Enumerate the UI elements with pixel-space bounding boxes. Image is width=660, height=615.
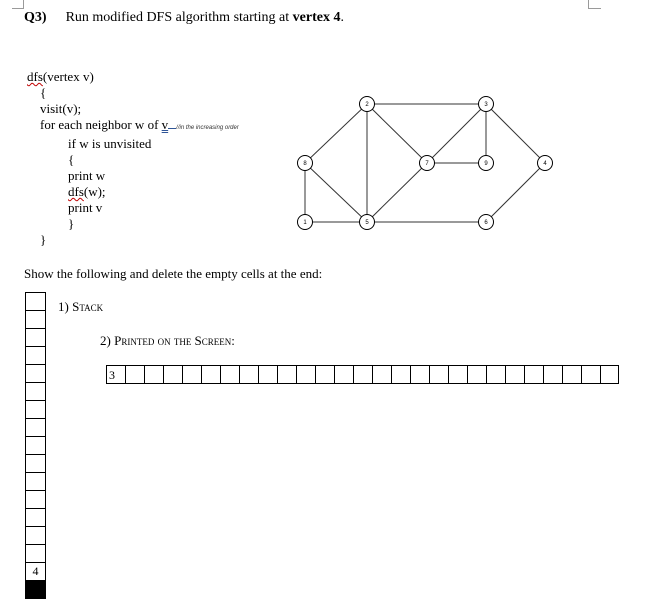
graph-edge-2-7 (367, 104, 427, 163)
stack-label-text: Stack (72, 299, 104, 314)
code-line-inner-close-brace: } (68, 216, 75, 231)
graph-edge-3-4 (486, 104, 545, 163)
question-number: Q3) (24, 10, 47, 25)
stack-cell[interactable] (25, 490, 46, 508)
printed-cell[interactable] (201, 365, 220, 384)
printed-cell[interactable] (391, 365, 410, 384)
graph-vertex-8 (298, 156, 313, 171)
stack-cell[interactable] (25, 436, 46, 454)
printed-cell[interactable] (486, 365, 505, 384)
stack-cell[interactable] (25, 364, 46, 382)
question-period: . (340, 10, 344, 25)
stack-cell[interactable] (25, 346, 46, 364)
graph-edge-5-7 (367, 163, 427, 222)
printed-cell[interactable]: 3 (106, 365, 125, 384)
printed-cell[interactable] (410, 365, 429, 384)
code-recursive-args: (w); (83, 184, 106, 199)
graph-edge-4-6 (486, 163, 545, 222)
stack-cell[interactable] (25, 292, 46, 310)
stack-cell[interactable] (25, 400, 46, 418)
stack-cell[interactable] (25, 454, 46, 472)
question-instruction: Run modified DFS algorithm starting at (65, 10, 290, 25)
printed-cell[interactable] (334, 365, 353, 384)
instructions-text: Show the following and delete the empty cells at the end: (24, 266, 323, 281)
graph-vertex-label: 5 (365, 220, 369, 226)
graph-vertex-label: 4 (543, 161, 547, 167)
graph-vertex-label: 2 (365, 102, 369, 108)
graph-vertex-label: 9 (484, 161, 488, 167)
graph-vertex-label: 1 (303, 220, 307, 226)
stack-cell[interactable] (25, 526, 46, 544)
graph-vertex-5 (360, 215, 375, 230)
code-line-inner-open-brace: { (68, 152, 75, 167)
graph-vertex-1 (298, 215, 313, 230)
printed-cell[interactable] (163, 365, 182, 384)
stack-cell[interactable] (25, 472, 46, 490)
stack-label (58, 299, 103, 315)
stack-cell[interactable] (25, 328, 46, 346)
printed-cell[interactable] (220, 365, 239, 384)
printed-cell[interactable] (182, 365, 201, 384)
printed-cell[interactable] (543, 365, 562, 384)
code-for-each-text: for each neighbor w of (40, 117, 159, 132)
printed-cell[interactable] (600, 365, 619, 384)
graph-edge-2-8 (305, 104, 367, 163)
printed-cell[interactable] (562, 365, 581, 384)
code-line-open-brace: { (40, 85, 47, 100)
printed-cell[interactable] (277, 365, 296, 384)
code-recursive-fn-name: dfs (68, 184, 84, 199)
code-line-print-v: print v (68, 200, 103, 215)
printed-cell[interactable] (448, 365, 467, 384)
printed-cell[interactable] (372, 365, 391, 384)
stack-label-number: 1) (58, 299, 69, 314)
printed-cell[interactable] (315, 365, 334, 384)
graph-vertex-2 (360, 97, 375, 112)
printed-cell[interactable] (296, 365, 315, 384)
printed-label-text: Printed on the Screen: (114, 333, 235, 348)
graph-edge-3-7 (427, 104, 486, 163)
graph-vertex-7 (420, 156, 435, 171)
graph-vertex-label: 8 (303, 161, 307, 167)
graph-vertex-4 (538, 156, 553, 171)
stack-cell[interactable] (25, 382, 46, 400)
code-line-visit: visit(v); (40, 101, 82, 116)
stack-cell[interactable] (25, 310, 46, 328)
printed-cell[interactable] (467, 365, 486, 384)
code-fn-name: dfs (27, 69, 43, 84)
printed-cell[interactable] (524, 365, 543, 384)
graph-vertex-6 (479, 215, 494, 230)
code-comment-increasing-order: //in the increasing order (176, 125, 239, 131)
graph-vertex-label: 7 (425, 161, 429, 167)
printed-label (100, 333, 235, 349)
graph-vertex-9 (479, 156, 494, 171)
graph-edge-8-5 (305, 163, 367, 222)
stack-cell[interactable] (25, 580, 46, 599)
stack-cell[interactable] (25, 418, 46, 436)
graph-vertex-label: 6 (484, 220, 488, 226)
printed-cell[interactable] (353, 365, 372, 384)
stack-cell[interactable] (25, 508, 46, 526)
printed-cell[interactable] (144, 365, 163, 384)
code-signature-params: (vertex v) (42, 69, 94, 84)
printed-cell[interactable] (125, 365, 144, 384)
code-line-if: if w is unvisited (68, 136, 152, 151)
printed-cell[interactable] (581, 365, 600, 384)
printed-cell[interactable] (239, 365, 258, 384)
stack-column (25, 292, 45, 599)
printed-cell[interactable] (258, 365, 277, 384)
printed-cell[interactable] (505, 365, 524, 384)
stack-cell[interactable] (25, 544, 46, 562)
printed-cell[interactable] (429, 365, 448, 384)
graph-vertex-label: 3 (484, 102, 488, 108)
code-for-each-var: v (161, 117, 169, 132)
code-line-print-w: print w (68, 168, 106, 183)
stack-cell[interactable]: 4 (25, 562, 46, 580)
graph-vertex-3 (479, 97, 494, 112)
code-line-close-brace: } (40, 232, 47, 247)
printed-label-number: 2) (100, 333, 111, 348)
printed-row (106, 365, 619, 384)
question-start-vertex: vertex 4 (292, 10, 341, 25)
